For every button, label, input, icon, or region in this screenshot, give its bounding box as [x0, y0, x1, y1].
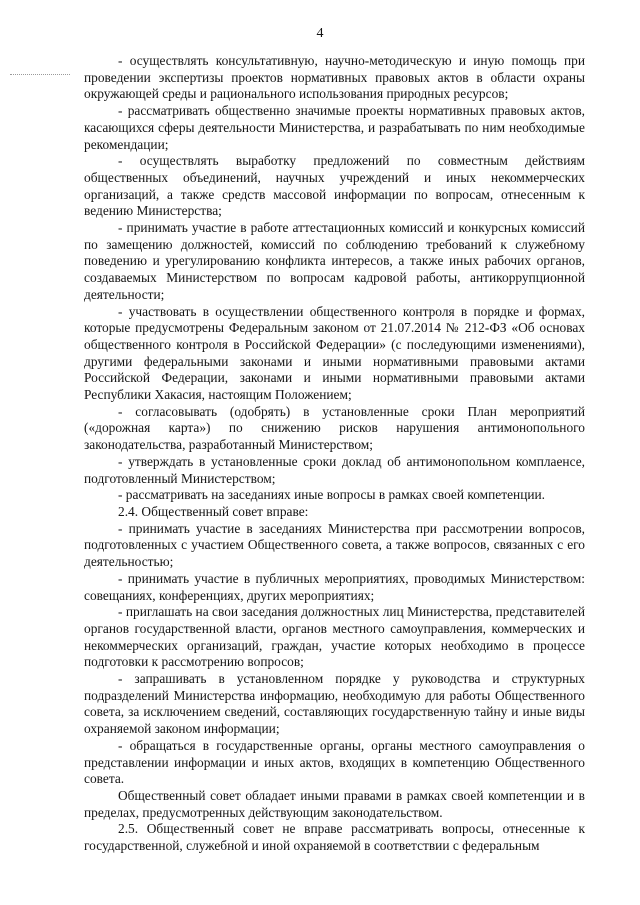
- paragraph-compliance-report: - утверждать в установленные сроки доклад об антимонопольном комплаенсе, подготовленный Министерством;: [84, 453, 585, 486]
- paragraph-request-info: - запрашивать в установленном порядке у руководства и структурных подразделений Министерства информацию, необходимую для работы Общественного совета, за исключением сведений, составляющих государственную тайну и иные виды охраняемой законом информации;: [84, 671, 585, 737]
- paragraph-commissions: - принимать участие в работе аттестационных комиссий и конкурсных комиссий по замещению должностей, комиссий по соблюдению требований к служебному поведению и урегулированию конфликта интересов, а также иных рабочих органов, создаваемых Министерством по вопросам кадровой работы, антикоррупционной деятельности;: [84, 220, 585, 302]
- paragraph-roadmap: - согласовывать (одобрять) в установленные сроки План мероприятий («дорожная карта») по снижению рисков нарушения антимонопольного законодательства, разработанный Министерством;: [84, 403, 585, 453]
- scan-artifact-line: [10, 74, 70, 75]
- paragraph-consultative-help: - осуществлять консультативную, научно-методическую и иную помощь при проведении экспертизы проектов нормативных правовых актов в области охраны окружающей среды и рационального использования природных ресурсов;: [84, 53, 585, 102]
- paragraph-public-control: - участвовать в осуществлении общественного контроля в порядке и формах, которые предусмотрены Федеральным законом от 21.07.2014 № 212-ФЗ «Об основах общественного контроля в Российской Федерации» (с последующими изменениями), другими федеральными законами и иными нормативными правовыми актами Российской Федерации, законами и иными нормативными правовыми актами Республики Хакасия, настоящим Положением;: [84, 303, 585, 403]
- paragraph-review-projects: - рассматривать общественно значимые проекты нормативных правовых актов, касающихся сферы деятельности Министерства, и разрабатывать по ним необходимые рекомендации;: [84, 103, 585, 152]
- paragraph-other-questions: - рассматривать на заседаниях иные вопросы в рамках своей компетенции.: [118, 487, 546, 503]
- document-body: [84, 53, 585, 855]
- paragraph-public-events: - принимать участие в публичных мероприятиях, проводимых Министерством: совещаниях, конференциях, других мероприятиях;: [84, 570, 585, 603]
- paragraph-attend-meetings: - принимать участие в заседаниях Министерства при рассмотрении вопросов, подготовленных с участием Общественного совета, а также вопросов, связанных с его деятельностью;: [84, 520, 585, 570]
- paragraph-apply-authorities: - обращаться в государственные органы, органы местного самоуправления о представлении информации и иных актов, входящих в компетенцию Общественного совета.: [84, 737, 585, 787]
- page-number: 4: [316, 26, 324, 41]
- section-heading-2-5: 2.5. Общественный совет не вправе рассматривать вопросы, отнесенные к государственной, служебной и иной охраняемой в соответствии с федеральным: [84, 821, 585, 854]
- section-heading-2-4: 2.4. Общественный совет вправе:: [118, 503, 309, 519]
- paragraph-joint-actions: - осуществлять выработку предложений по совместным действиям общественных объединений, научных учреждений и иных некоммерческих организаций, а также средств массовой информации по вопросам, отнесенным к ведению Министерства;: [84, 153, 585, 219]
- paragraph-other-rights: Общественный совет обладает иными правами в рамках своей компетенции и в пределах, предусмотренных действующим законодательством.: [84, 787, 585, 820]
- paragraph-invite-officials: - приглашать на свои заседания должностных лиц Министерства, представителей органов государственной власти, органов местного самоуправления, коммерческих и некоммерческих организаций, граждан, участие которых необходимо в процессе подготовки к рассмотрению вопросов;: [84, 604, 585, 670]
